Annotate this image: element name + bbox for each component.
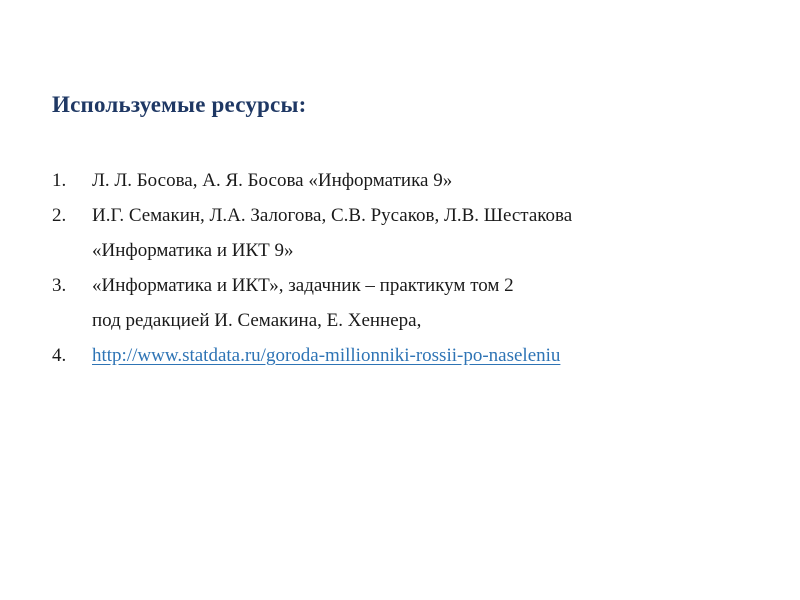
- resource-text-line: И.Г. Семакин, Л.А. Залогова, С.В. Русаков, Л.В. Шестакова: [92, 205, 573, 226]
- list-item-number: 1.: [52, 170, 67, 191]
- resource-list: [52, 163, 752, 373]
- list-item: [52, 198, 752, 268]
- resource-text-line: Л. Л. Босова, А. Я. Босова «Информатика 9»: [92, 170, 453, 191]
- list-item: [52, 338, 752, 373]
- page-title: Используемые ресурсы:: [52, 92, 307, 117]
- resource-text-line: «Информатика и ИКТ 9»: [92, 240, 294, 261]
- list-item-text: [92, 268, 752, 338]
- list-item: [52, 268, 752, 338]
- list-item-text: [92, 338, 752, 373]
- list-item-number: 2.: [52, 205, 67, 226]
- resource-text-line: «Информатика и ИКТ», задачник – практикум том 2: [92, 275, 514, 296]
- list-item: [52, 163, 752, 198]
- list-item-text: [92, 198, 752, 268]
- resource-text-line: под редакцией И. Семакина, Е. Хеннера,: [92, 310, 422, 331]
- list-item-number: 3.: [52, 275, 67, 296]
- resource-link[interactable]: http://www.statdata.ru/goroda-millionniki-rossii-po-naseleniu: [92, 345, 561, 366]
- list-item-number: 4.: [52, 345, 67, 366]
- list-item-text: [92, 163, 752, 198]
